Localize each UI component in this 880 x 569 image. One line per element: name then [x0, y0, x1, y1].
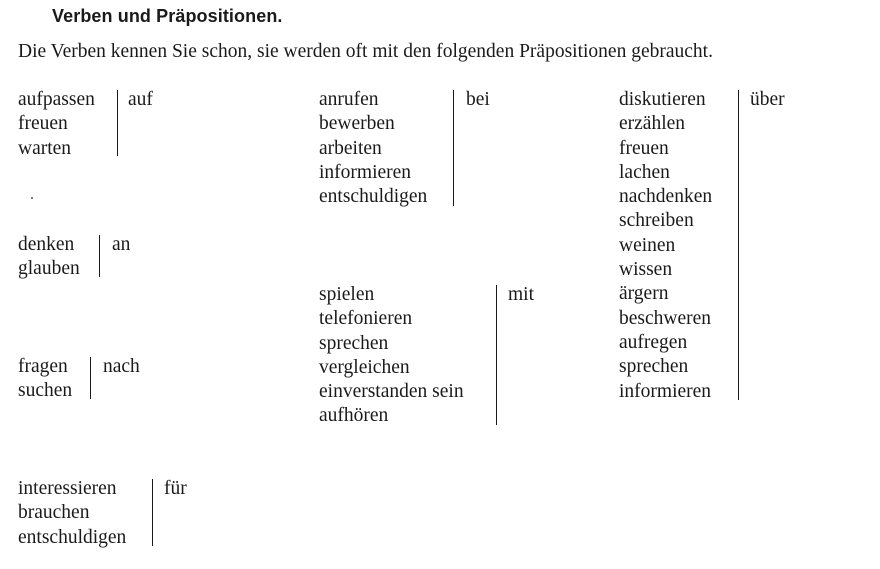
- verb-item: suchen: [18, 380, 73, 402]
- divider-line: [117, 90, 118, 156]
- verb-list: [18, 355, 72, 404]
- verb-item: sprechen: [619, 356, 689, 378]
- verb-item: aufhören: [319, 405, 389, 427]
- verb-item: einverstanden sein: [319, 381, 464, 403]
- preposition-label: auf: [128, 89, 153, 110]
- verb-item: erzählen: [619, 113, 686, 135]
- verb-item: anrufen: [319, 89, 379, 110]
- verb-item: wissen: [619, 259, 673, 281]
- preposition-label: bei: [466, 89, 490, 110]
- verb-item: bewerben: [319, 113, 395, 135]
- verb-item: warten: [18, 137, 72, 159]
- divider-line: [99, 235, 100, 277]
- preposition-label: mit: [508, 284, 535, 305]
- verb-item: freuen: [619, 137, 669, 159]
- verb-item: spielen: [319, 284, 375, 305]
- verb-item: brauchen: [18, 502, 90, 524]
- verb-item: entschuldigen: [18, 526, 127, 548]
- verb-item: lachen: [619, 161, 670, 183]
- intro-text: Die Verben kennen Sie schon, sie werden oft mit den folgenden Präpositionen gebraucht.: [18, 41, 713, 62]
- verb-list: [619, 88, 712, 404]
- verb-item: telefonieren: [319, 308, 413, 330]
- preposition-label: an: [112, 234, 131, 255]
- verb-item: entschuldigen: [319, 186, 428, 208]
- section-heading: Verben und Präpositionen.: [52, 6, 283, 26]
- verb-item: arbeiten: [319, 137, 382, 159]
- verb-item: informieren: [619, 380, 712, 402]
- verb-list: [18, 88, 95, 161]
- divider-line: [453, 90, 454, 206]
- preposition-label: über: [750, 89, 785, 110]
- verb-item: fragen: [18, 356, 68, 377]
- verb-list: [319, 88, 427, 209]
- verb-list: [18, 477, 126, 550]
- divider-line: [152, 479, 153, 546]
- verb-item: weinen: [619, 234, 676, 256]
- verb-list: [319, 283, 464, 429]
- verb-item: schreiben: [619, 210, 694, 232]
- verb-item: interessieren: [18, 478, 117, 499]
- verb-item: nachdenken: [619, 186, 713, 208]
- print-speck: [31, 197, 33, 199]
- verb-item: denken: [18, 234, 75, 255]
- verb-item: ärgern: [619, 283, 669, 305]
- verb-item: aufpassen: [18, 89, 95, 110]
- preposition-label: nach: [103, 356, 140, 377]
- verb-list: [18, 233, 80, 282]
- verb-item: informieren: [319, 161, 412, 183]
- verb-item: freuen: [18, 113, 68, 135]
- verb-item: beschweren: [619, 307, 712, 329]
- verb-item: sprechen: [319, 332, 389, 354]
- verb-item: aufregen: [619, 331, 688, 353]
- divider-line: [90, 357, 91, 399]
- verb-item: vergleichen: [319, 356, 410, 378]
- verb-item: diskutieren: [619, 89, 706, 110]
- verb-item: glauben: [18, 258, 80, 280]
- divider-line: [738, 90, 739, 400]
- preposition-label: für: [164, 478, 187, 499]
- divider-line: [496, 285, 497, 425]
